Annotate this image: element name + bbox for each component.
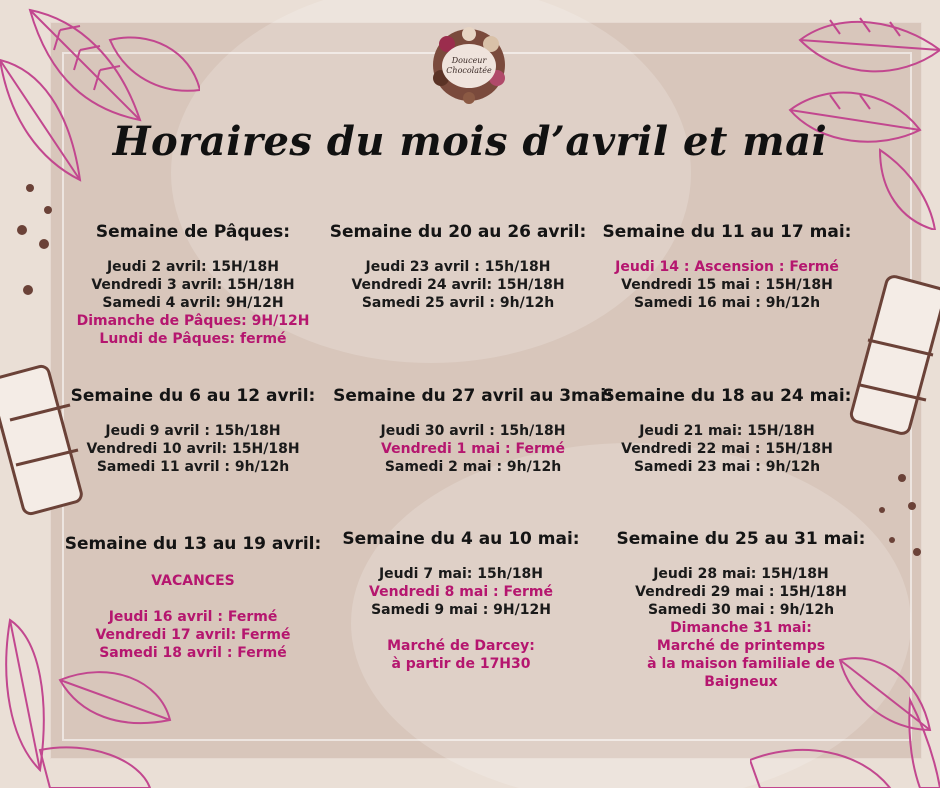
page-title: Horaires du mois d’avril et mai bbox=[112, 118, 828, 165]
week-hours bbox=[48, 572, 338, 662]
week-block bbox=[316, 529, 606, 673]
hours-line: Vendredi 3 avril: 15H/18H bbox=[91, 277, 295, 293]
week-block bbox=[582, 386, 872, 476]
week-heading: Semaine du 25 au 31 mai: bbox=[616, 529, 866, 549]
hours-line: Baigneux bbox=[704, 674, 778, 690]
hours-line: Marché de printemps bbox=[656, 638, 826, 654]
week-block bbox=[48, 386, 338, 476]
week-block bbox=[582, 222, 872, 312]
hours-line: Samedi 25 avril : 9h/12h bbox=[361, 295, 555, 311]
hours-line: Jeudi 2 avril: 15H/18H bbox=[106, 259, 280, 275]
hours-line: Samedi 18 avril : Fermé bbox=[99, 645, 287, 661]
hours-line: Dimanche de Pâques: 9H/12H bbox=[76, 313, 310, 329]
hours-line: Jeudi 14 : Ascension : Fermé bbox=[615, 259, 839, 275]
hours-line: Samedi 23 mai : 9h/12h bbox=[633, 459, 821, 475]
hours-line: Samedi 9 mai : 9H/12H bbox=[371, 602, 551, 618]
hours-line: Vendredi 1 mai : Fermé bbox=[381, 441, 565, 457]
hours-line: Samedi 2 mai : 9h/12h bbox=[384, 459, 562, 475]
hours-line: Jeudi 7 mai: 15h/18H bbox=[378, 566, 544, 582]
hours-line: Vendredi 10 avril: 15H/18H bbox=[86, 441, 300, 457]
week-hours bbox=[48, 422, 338, 476]
week-hours bbox=[316, 565, 606, 673]
week-heading: Semaine du 4 au 10 mai: bbox=[342, 529, 580, 549]
week-block bbox=[328, 386, 618, 476]
hours-line: Jeudi 28 mai: 15H/18H bbox=[653, 566, 829, 582]
week-heading: Semaine de Pâques: bbox=[95, 222, 291, 242]
hours-line: Vendredi 8 mai : Fermé bbox=[369, 584, 553, 600]
hours-line: Samedi 30 mai : 9h/12h bbox=[647, 602, 835, 618]
week-hours bbox=[596, 565, 886, 691]
week-hours bbox=[582, 258, 872, 312]
hours-line: Vendredi 29 mai : 15H/18H bbox=[635, 584, 847, 600]
hours-line: Vendredi 22 mai : 15H/18H bbox=[621, 441, 833, 457]
hours-line: à la maison familiale de bbox=[647, 656, 835, 672]
week-heading: Semaine du 27 avril au 3mai: bbox=[333, 386, 613, 406]
logo-text-line1: Douceur bbox=[451, 56, 487, 65]
hours-line: Vendredi 17 avril: Fermé bbox=[95, 627, 291, 643]
hours-line: Jeudi 9 avril : 15h/18H bbox=[105, 423, 281, 439]
cocoa-leaf-icon bbox=[770, 0, 940, 230]
week-block bbox=[48, 222, 338, 348]
week-heading: Semaine du 18 au 24 mai: bbox=[602, 386, 852, 406]
hours-line: Jeudi 21 mai: 15H/18H bbox=[639, 423, 815, 439]
cocoa-leaf-icon bbox=[0, 0, 200, 200]
week-block bbox=[48, 534, 338, 662]
week-heading: Semaine du 13 au 19 avril: bbox=[64, 534, 322, 554]
hours-line: Samedi 11 avril : 9h/12h bbox=[96, 459, 290, 475]
hours-line: Marché de Darcey: bbox=[387, 638, 535, 654]
hours-line: Samedi 4 avril: 9H/12H bbox=[102, 295, 284, 311]
hours-line: Jeudi 30 avril : 15h/18H bbox=[380, 423, 566, 439]
hours-line: Vendredi 24 avril: 15H/18H bbox=[351, 277, 565, 293]
hours-line: Samedi 16 mai : 9h/12h bbox=[633, 295, 821, 311]
week-heading: Semaine du 11 au 17 mai: bbox=[602, 222, 852, 242]
week-block bbox=[313, 222, 603, 312]
week-heading: Semaine du 6 au 12 avril: bbox=[70, 386, 316, 406]
logo-text-line2: Chocolatée bbox=[446, 66, 492, 75]
hours-line: Vendredi 15 mai : 15H/18H bbox=[621, 277, 833, 293]
week-hours bbox=[313, 258, 603, 312]
hours-line: Jeudi 23 avril : 15h/18H bbox=[365, 259, 551, 275]
week-hours bbox=[48, 258, 338, 348]
week-block bbox=[596, 529, 886, 691]
hours-line: Lundi de Pâques: fermé bbox=[99, 331, 287, 347]
week-heading: Semaine du 20 au 26 avril: bbox=[329, 222, 587, 242]
hours-line: VACANCES bbox=[151, 573, 235, 589]
week-hours bbox=[582, 422, 872, 476]
hours-line: à partir de 17H30 bbox=[391, 656, 531, 672]
douceur-chocolatee-logo bbox=[421, 26, 517, 104]
week-hours bbox=[328, 422, 618, 476]
hours-line: Jeudi 16 avril : Fermé bbox=[108, 609, 278, 625]
hours-line: Dimanche 31 mai: bbox=[670, 620, 812, 636]
